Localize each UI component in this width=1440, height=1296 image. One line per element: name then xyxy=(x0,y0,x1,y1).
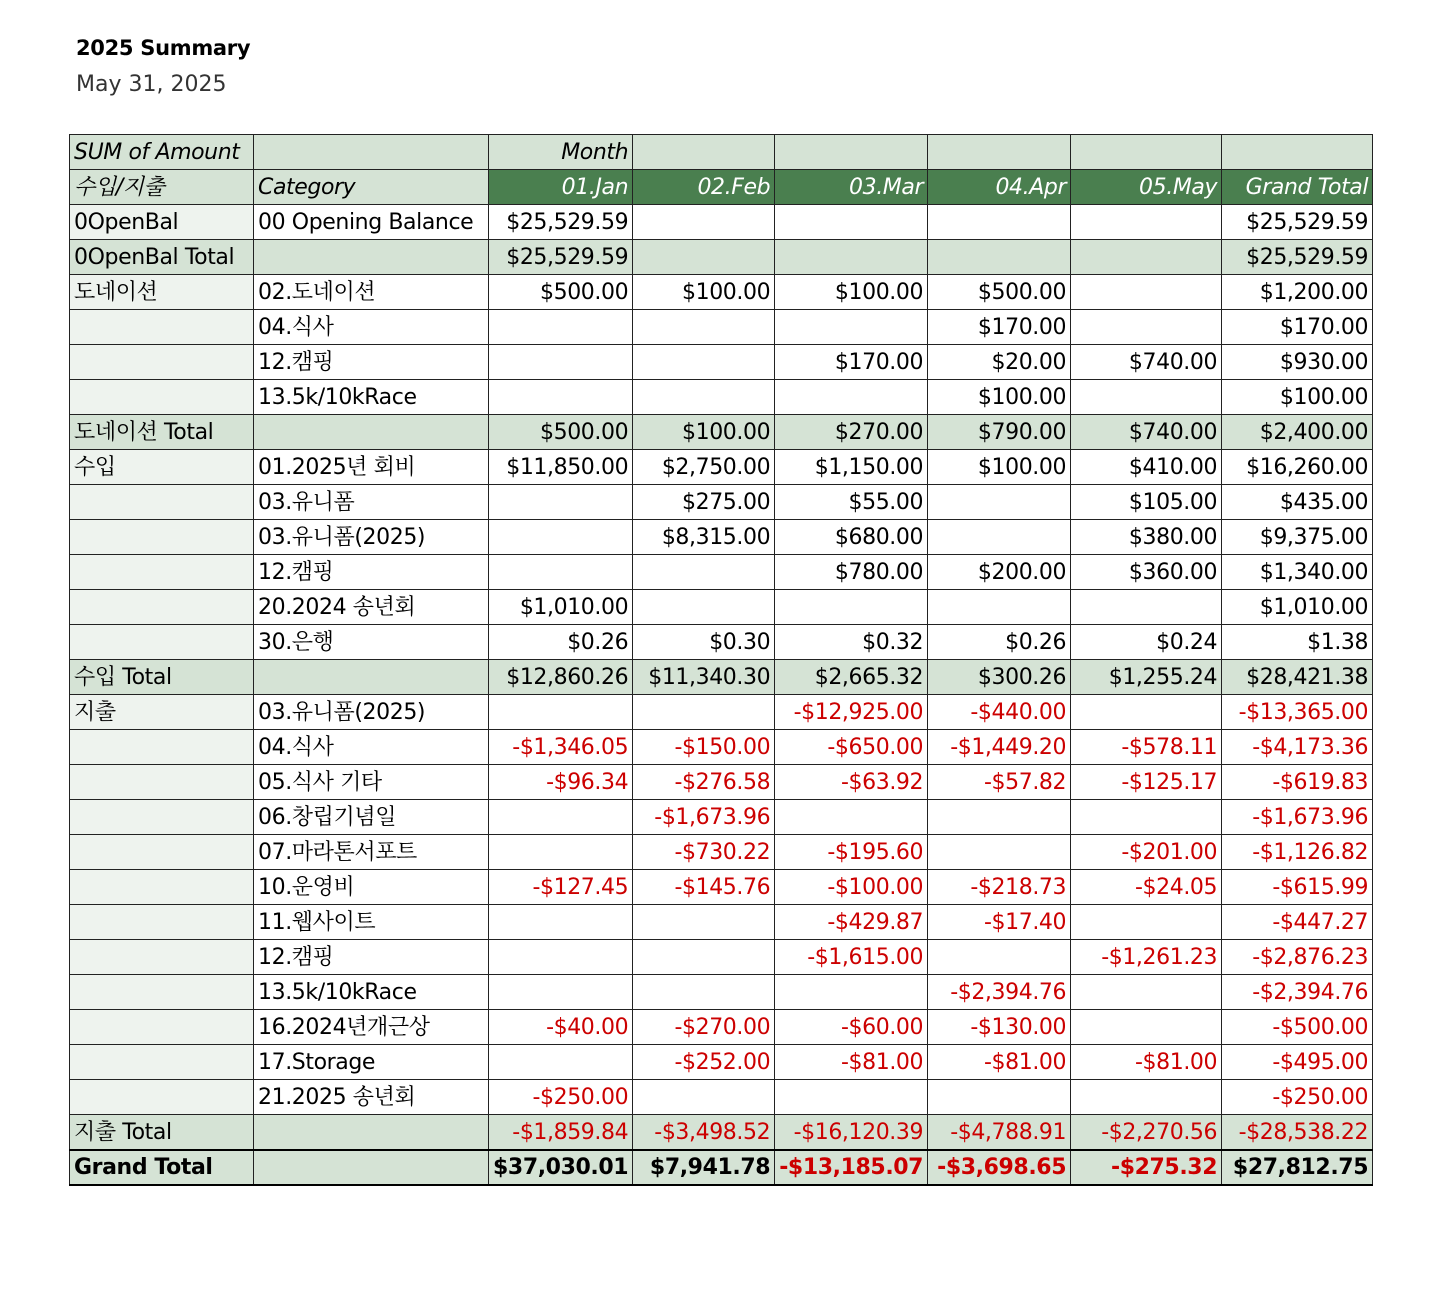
value-cell: -$150.00 xyxy=(633,730,775,765)
value-cell: -$730.22 xyxy=(633,835,775,870)
value-cell xyxy=(633,555,775,590)
value-cell: -$1,261.23 xyxy=(1071,940,1222,975)
value-cell: $100.00 xyxy=(928,450,1071,485)
value-cell: -$578.11 xyxy=(1071,730,1222,765)
row-total-cell: $16,260.00 xyxy=(1222,450,1373,485)
row-category-cell: 01.2025년 회비 xyxy=(254,450,489,485)
month-header-feb: 02.Feb xyxy=(633,170,775,205)
value-cell xyxy=(928,205,1071,240)
value-cell xyxy=(489,555,633,590)
value-cell xyxy=(1071,1010,1222,1045)
value-cell: -$252.00 xyxy=(633,1045,775,1080)
value-cell: -$429.87 xyxy=(775,905,928,940)
value-cell: -$127.45 xyxy=(489,870,633,905)
row-total-cell: $1.38 xyxy=(1222,625,1373,660)
row-category-cell: 11.웹사이트 xyxy=(254,905,489,940)
value-cell xyxy=(489,380,633,415)
value-cell: -$218.73 xyxy=(928,870,1071,905)
value-cell: $100.00 xyxy=(633,275,775,310)
row-total-cell: $1,010.00 xyxy=(1222,590,1373,625)
value-cell: -$40.00 xyxy=(489,1010,633,1045)
row-type-cell xyxy=(70,905,254,940)
row-type-cell xyxy=(70,520,254,555)
table-row xyxy=(70,730,1373,765)
row-total-cell: $2,400.00 xyxy=(1222,415,1373,450)
row-total-cell: $1,200.00 xyxy=(1222,275,1373,310)
value-cell xyxy=(1071,905,1222,940)
row-category-cell xyxy=(254,1115,489,1150)
row-category-cell: 05.식사 기타 xyxy=(254,765,489,800)
value-cell xyxy=(775,205,928,240)
value-cell: -$3,698.65 xyxy=(928,1150,1071,1185)
table-row xyxy=(70,625,1373,660)
value-cell: $100.00 xyxy=(928,380,1071,415)
table-row xyxy=(70,905,1373,940)
value-cell: $55.00 xyxy=(775,485,928,520)
value-cell xyxy=(633,345,775,380)
report-date: May 31, 2025 xyxy=(76,72,227,97)
value-cell: $0.24 xyxy=(1071,625,1222,660)
row-type-cell xyxy=(70,590,254,625)
row-total-cell: -$28,538.22 xyxy=(1222,1115,1373,1150)
value-cell: $1,255.24 xyxy=(1071,660,1222,695)
row-type-cell xyxy=(70,485,254,520)
value-cell: $1,010.00 xyxy=(489,590,633,625)
row-total-cell: $930.00 xyxy=(1222,345,1373,380)
value-cell: $7,941.78 xyxy=(633,1150,775,1185)
value-cell: -$270.00 xyxy=(633,1010,775,1045)
row-category-cell: 13.5k/10kRace xyxy=(254,975,489,1010)
row-category-cell: 13.5k/10kRace xyxy=(254,380,489,415)
row-total-cell: -$4,173.36 xyxy=(1222,730,1373,765)
header-blank-cell xyxy=(928,135,1071,170)
value-cell xyxy=(775,380,928,415)
row-total-cell: $170.00 xyxy=(1222,310,1373,345)
subtotal-row xyxy=(70,240,1373,275)
value-cell xyxy=(489,800,633,835)
sum-of-amount-label: SUM of Amount xyxy=(70,135,254,170)
subtotal-row xyxy=(70,415,1373,450)
value-cell: $100.00 xyxy=(633,415,775,450)
value-cell xyxy=(928,940,1071,975)
pivot-table xyxy=(69,134,1373,1186)
row-total-cell: -$500.00 xyxy=(1222,1010,1373,1045)
row-type-cell xyxy=(70,870,254,905)
value-cell: $380.00 xyxy=(1071,520,1222,555)
value-cell: -$60.00 xyxy=(775,1010,928,1045)
table-row xyxy=(70,310,1373,345)
row-type-cell xyxy=(70,975,254,1010)
table-row xyxy=(70,1045,1373,1080)
row-category-cell: 16.2024년개근상 xyxy=(254,1010,489,1045)
table-row xyxy=(70,485,1373,520)
value-cell xyxy=(489,975,633,1010)
subtotal-row xyxy=(70,660,1373,695)
row-type-cell xyxy=(70,380,254,415)
row-type-cell: 지출 Total xyxy=(70,1115,254,1150)
value-cell xyxy=(633,940,775,975)
report-title: 2025 Summary xyxy=(76,36,251,60)
row-type-cell xyxy=(70,1080,254,1115)
value-cell xyxy=(633,590,775,625)
value-cell: $275.00 xyxy=(633,485,775,520)
table-row xyxy=(70,1080,1373,1115)
value-cell: $170.00 xyxy=(928,310,1071,345)
value-cell: $2,750.00 xyxy=(633,450,775,485)
value-cell: -$145.76 xyxy=(633,870,775,905)
value-cell: $20.00 xyxy=(928,345,1071,380)
value-cell: $270.00 xyxy=(775,415,928,450)
value-cell xyxy=(633,975,775,1010)
table-row xyxy=(70,205,1373,240)
row-category-cell xyxy=(254,415,489,450)
value-cell xyxy=(775,800,928,835)
type-field-label[interactable]: 수입/지출 xyxy=(70,170,254,205)
value-cell: -$13,185.07 xyxy=(775,1150,928,1185)
row-total-cell: -$13,365.00 xyxy=(1222,695,1373,730)
value-cell: $500.00 xyxy=(489,275,633,310)
row-type-cell: Grand Total xyxy=(70,1150,254,1185)
row-category-cell: 03.유니폼(2025) xyxy=(254,520,489,555)
row-total-cell: -$250.00 xyxy=(1222,1080,1373,1115)
value-cell xyxy=(633,695,775,730)
value-cell xyxy=(1071,205,1222,240)
value-cell xyxy=(1071,240,1222,275)
value-cell xyxy=(775,975,928,1010)
value-cell: -$1,449.20 xyxy=(928,730,1071,765)
value-cell xyxy=(489,940,633,975)
value-cell: -$81.00 xyxy=(775,1045,928,1080)
row-type-cell: 0OpenBal xyxy=(70,205,254,240)
value-cell xyxy=(775,1080,928,1115)
row-total-cell: -$619.83 xyxy=(1222,765,1373,800)
table-row xyxy=(70,275,1373,310)
value-cell: $0.26 xyxy=(928,625,1071,660)
pivot-header-row-2 xyxy=(70,170,1373,205)
value-cell: -$4,788.91 xyxy=(928,1115,1071,1150)
value-cell: $740.00 xyxy=(1071,415,1222,450)
value-cell: $740.00 xyxy=(1071,345,1222,380)
row-type-cell xyxy=(70,345,254,380)
table-row xyxy=(70,940,1373,975)
row-type-cell xyxy=(70,835,254,870)
value-cell xyxy=(1071,800,1222,835)
value-cell: -$1,859.84 xyxy=(489,1115,633,1150)
table-row xyxy=(70,345,1373,380)
value-cell xyxy=(489,835,633,870)
row-total-cell: $28,421.38 xyxy=(1222,660,1373,695)
value-cell xyxy=(489,1045,633,1080)
value-cell xyxy=(489,310,633,345)
value-cell: -$63.92 xyxy=(775,765,928,800)
table-row xyxy=(70,695,1373,730)
row-type-cell: 도네이션 Total xyxy=(70,415,254,450)
row-total-cell: $27,812.75 xyxy=(1222,1150,1373,1185)
value-cell xyxy=(928,835,1071,870)
table-row xyxy=(70,870,1373,905)
value-cell: -$276.58 xyxy=(633,765,775,800)
value-cell: -$650.00 xyxy=(775,730,928,765)
row-total-cell: $25,529.59 xyxy=(1222,240,1373,275)
value-cell xyxy=(633,310,775,345)
row-total-cell: $1,340.00 xyxy=(1222,555,1373,590)
row-type-cell: 도네이션 xyxy=(70,275,254,310)
value-cell xyxy=(1071,975,1222,1010)
value-cell: -$24.05 xyxy=(1071,870,1222,905)
value-cell: $8,315.00 xyxy=(633,520,775,555)
table-row xyxy=(70,380,1373,415)
value-cell xyxy=(928,485,1071,520)
row-type-cell: 수입 xyxy=(70,450,254,485)
row-type-cell xyxy=(70,765,254,800)
value-cell xyxy=(928,800,1071,835)
row-category-cell: 07.마라톤서포트 xyxy=(254,835,489,870)
grand-total-row xyxy=(70,1150,1373,1185)
value-cell: -$201.00 xyxy=(1071,835,1222,870)
value-cell: -$16,120.39 xyxy=(775,1115,928,1150)
table-row xyxy=(70,555,1373,590)
row-category-cell: 00 Opening Balance xyxy=(254,205,489,240)
value-cell xyxy=(928,240,1071,275)
row-category-cell: 04.식사 xyxy=(254,730,489,765)
value-cell: $0.32 xyxy=(775,625,928,660)
value-cell: $780.00 xyxy=(775,555,928,590)
table-row xyxy=(70,765,1373,800)
row-type-cell xyxy=(70,310,254,345)
row-type-cell xyxy=(70,1010,254,1045)
table-row xyxy=(70,800,1373,835)
value-cell xyxy=(1071,275,1222,310)
value-cell: -$17.40 xyxy=(928,905,1071,940)
value-cell xyxy=(1071,590,1222,625)
row-total-cell: -$1,673.96 xyxy=(1222,800,1373,835)
value-cell: $11,340.30 xyxy=(633,660,775,695)
row-total-cell: -$2,876.23 xyxy=(1222,940,1373,975)
value-cell: -$2,394.76 xyxy=(928,975,1071,1010)
row-type-cell xyxy=(70,625,254,660)
row-category-cell: 12.캠핑 xyxy=(254,345,489,380)
value-cell: $100.00 xyxy=(775,275,928,310)
row-total-cell: $25,529.59 xyxy=(1222,205,1373,240)
value-cell: -$2,270.56 xyxy=(1071,1115,1222,1150)
value-cell: -$1,673.96 xyxy=(633,800,775,835)
row-total-cell: -$495.00 xyxy=(1222,1045,1373,1080)
value-cell xyxy=(928,590,1071,625)
value-cell xyxy=(489,905,633,940)
value-cell: $170.00 xyxy=(775,345,928,380)
value-cell: -$125.17 xyxy=(1071,765,1222,800)
row-type-cell xyxy=(70,730,254,765)
value-cell xyxy=(489,520,633,555)
value-cell xyxy=(633,205,775,240)
row-category-cell: 20.2024 송년회 xyxy=(254,590,489,625)
value-cell xyxy=(633,380,775,415)
row-total-cell: -$1,126.82 xyxy=(1222,835,1373,870)
row-category-cell: 06.창립기념일 xyxy=(254,800,489,835)
row-category-cell xyxy=(254,1150,489,1185)
month-header-jan: 01.Jan xyxy=(489,170,633,205)
row-total-cell: $435.00 xyxy=(1222,485,1373,520)
value-cell xyxy=(928,1080,1071,1115)
value-cell: $25,529.59 xyxy=(489,205,633,240)
value-cell: $0.26 xyxy=(489,625,633,660)
subtotal-row xyxy=(70,1115,1373,1150)
value-cell: $1,150.00 xyxy=(775,450,928,485)
header-blank-cell xyxy=(775,135,928,170)
row-category-cell: 12.캠핑 xyxy=(254,940,489,975)
value-cell xyxy=(1071,380,1222,415)
table-row xyxy=(70,1010,1373,1045)
row-type-cell xyxy=(70,555,254,590)
table-row xyxy=(70,520,1373,555)
row-category-cell: 03.유니폼 xyxy=(254,485,489,520)
row-category-cell: 21.2025 송년회 xyxy=(254,1080,489,1115)
grand-total-header: Grand Total xyxy=(1222,170,1373,205)
row-category-cell: 30.은행 xyxy=(254,625,489,660)
value-cell: $200.00 xyxy=(928,555,1071,590)
value-cell: $2,665.32 xyxy=(775,660,928,695)
value-cell: $790.00 xyxy=(928,415,1071,450)
value-cell: $37,030.01 xyxy=(489,1150,633,1185)
value-cell: $25,529.59 xyxy=(489,240,633,275)
value-cell: $0.30 xyxy=(633,625,775,660)
month-header-mar: 03.Mar xyxy=(775,170,928,205)
value-cell: $105.00 xyxy=(1071,485,1222,520)
value-cell xyxy=(775,240,928,275)
value-cell xyxy=(928,520,1071,555)
value-cell: -$1,615.00 xyxy=(775,940,928,975)
value-cell: $300.26 xyxy=(928,660,1071,695)
month-header-may: 05.May xyxy=(1071,170,1222,205)
value-cell xyxy=(775,590,928,625)
row-category-cell: 02.도네이션 xyxy=(254,275,489,310)
value-cell xyxy=(633,240,775,275)
value-cell: $500.00 xyxy=(928,275,1071,310)
row-category-cell xyxy=(254,660,489,695)
value-cell xyxy=(1071,695,1222,730)
row-total-cell: -$2,394.76 xyxy=(1222,975,1373,1010)
value-cell: $360.00 xyxy=(1071,555,1222,590)
row-category-cell: 03.유니폼(2025) xyxy=(254,695,489,730)
category-field-label[interactable]: Category xyxy=(254,170,489,205)
value-cell xyxy=(489,485,633,520)
value-cell: -$1,346.05 xyxy=(489,730,633,765)
value-cell: $12,860.26 xyxy=(489,660,633,695)
row-type-cell xyxy=(70,800,254,835)
value-cell: -$96.34 xyxy=(489,765,633,800)
header-blank-cell xyxy=(633,135,775,170)
value-cell: -$250.00 xyxy=(489,1080,633,1115)
value-cell: -$195.60 xyxy=(775,835,928,870)
month-header-apr: 04.Apr xyxy=(928,170,1071,205)
value-cell xyxy=(489,345,633,380)
month-field-label[interactable]: Month xyxy=(489,135,633,170)
value-cell: -$440.00 xyxy=(928,695,1071,730)
row-total-cell: $9,375.00 xyxy=(1222,520,1373,555)
table-row xyxy=(70,835,1373,870)
value-cell xyxy=(1071,310,1222,345)
value-cell: -$12,925.00 xyxy=(775,695,928,730)
value-cell: -$81.00 xyxy=(928,1045,1071,1080)
value-cell xyxy=(775,310,928,345)
row-type-cell xyxy=(70,1045,254,1080)
value-cell xyxy=(1071,1080,1222,1115)
row-type-cell xyxy=(70,940,254,975)
row-total-cell: -$447.27 xyxy=(1222,905,1373,940)
table-row xyxy=(70,450,1373,485)
row-category-cell: 17.Storage xyxy=(254,1045,489,1080)
row-category-cell: 04.식사 xyxy=(254,310,489,345)
row-category-cell: 12.캠핑 xyxy=(254,555,489,590)
value-cell xyxy=(633,1080,775,1115)
header-blank-cell xyxy=(1222,135,1373,170)
value-cell xyxy=(633,905,775,940)
value-cell: -$81.00 xyxy=(1071,1045,1222,1080)
row-type-cell: 지출 xyxy=(70,695,254,730)
table-row xyxy=(70,590,1373,625)
value-cell: $680.00 xyxy=(775,520,928,555)
row-category-cell: 10.운영비 xyxy=(254,870,489,905)
header-blank-cell xyxy=(254,135,489,170)
row-type-cell: 수입 Total xyxy=(70,660,254,695)
value-cell: -$100.00 xyxy=(775,870,928,905)
row-total-cell: $100.00 xyxy=(1222,380,1373,415)
value-cell: -$3,498.52 xyxy=(633,1115,775,1150)
table-row xyxy=(70,975,1373,1010)
value-cell: -$57.82 xyxy=(928,765,1071,800)
value-cell xyxy=(489,695,633,730)
value-cell: $500.00 xyxy=(489,415,633,450)
value-cell: -$130.00 xyxy=(928,1010,1071,1045)
value-cell: $11,850.00 xyxy=(489,450,633,485)
value-cell: $410.00 xyxy=(1071,450,1222,485)
pivot-header-row-1 xyxy=(70,135,1373,170)
value-cell: -$275.32 xyxy=(1071,1150,1222,1185)
row-category-cell xyxy=(254,240,489,275)
row-total-cell: -$615.99 xyxy=(1222,870,1373,905)
row-type-cell: 0OpenBal Total xyxy=(70,240,254,275)
header-blank-cell xyxy=(1071,135,1222,170)
